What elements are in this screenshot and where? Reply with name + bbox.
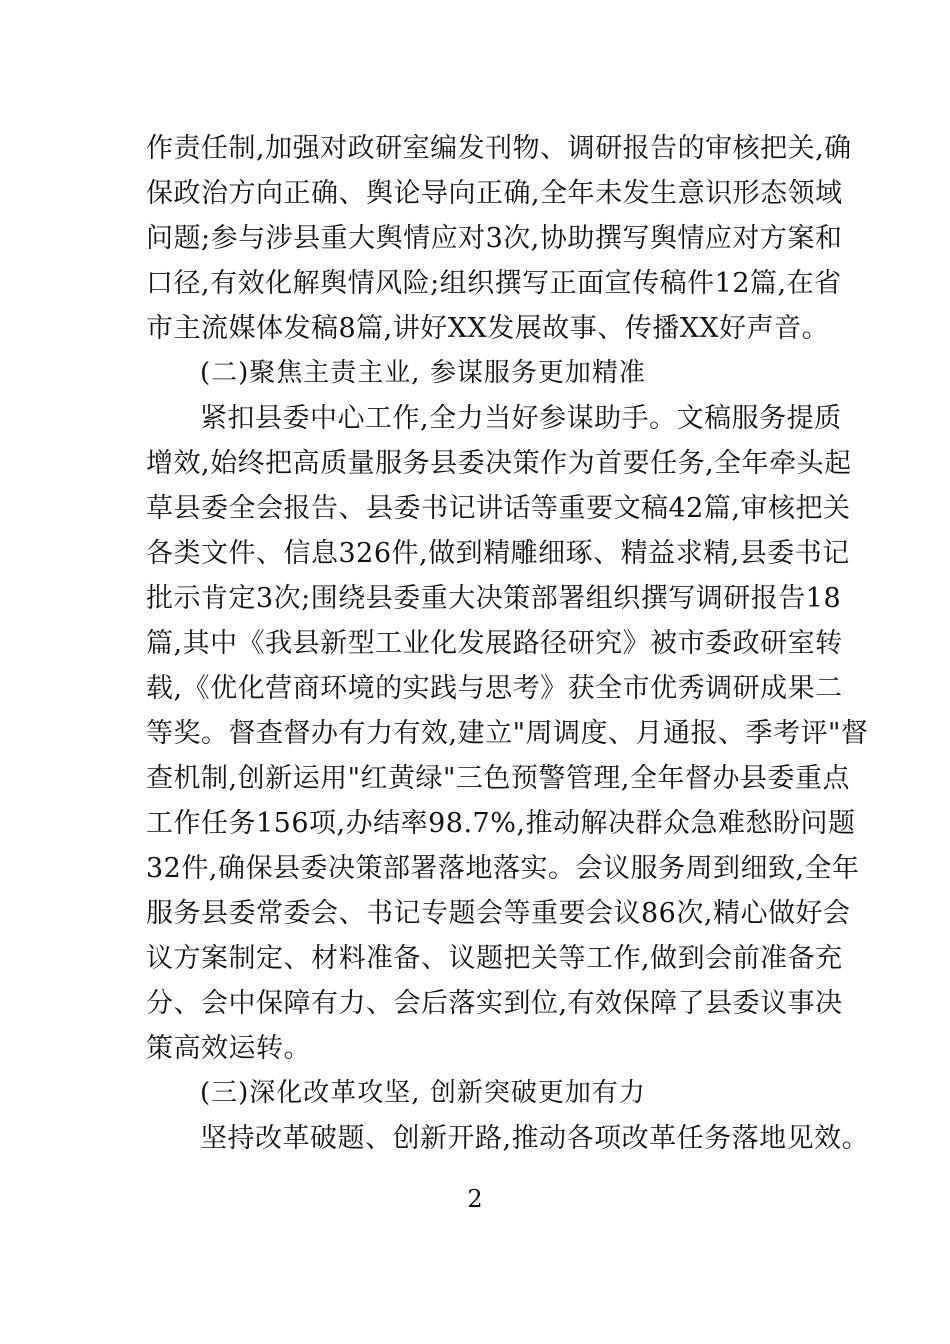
paragraph-line: 工作任务156项,办结率98.7%,推动解决群众急难愁盼问题 — [146, 808, 856, 839]
section-heading-3: (三)深化改革攻坚, 创新突破更加有力 — [200, 1078, 646, 1108]
paragraph-line: 议方案制定、材料准备、议题把关等工作,做到会前准备充 — [146, 943, 843, 974]
paragraph-line: 批示肯定3次;围绕县委重大决策部署组织撰写调研报告18 — [146, 583, 842, 614]
paragraph-line: 策高效运转。 — [146, 1033, 311, 1064]
paragraph-line: 服务县委常委会、书记专题会等重要会议86次,精心做好会 — [146, 898, 851, 929]
paragraph-line: 保政治方向正确、舆论导向正确,全年未发生意识形态领域 — [146, 178, 843, 209]
paragraph-line: 口径,有效化解舆情风险;组织撰写正面宣传稿件12篇,在省 — [146, 268, 842, 299]
paragraph-line: 载,《优化营商环境的实践与思考》获全市优秀调研成果二 — [146, 673, 843, 704]
paragraph-line: 草县委全会报告、县委书记讲话等重要文稿42篇,审核把关 — [146, 493, 851, 524]
paragraph-line: 分、会中保障有力、会后落实到位,有效保障了县委议事决 — [146, 988, 843, 1019]
document-body — [146, 126, 870, 1161]
page-number: 2 — [467, 1185, 483, 1213]
paragraph-line: 坚持改革破题、创新开路,推动各项改革任务落地见效。 — [200, 1123, 870, 1154]
paragraph-line: 查机制,创新运用"红黄绿"三色预警管理,全年督办县委重点 — [146, 763, 851, 794]
paragraph-line: 作责任制,加强对政研室编发刊物、调研报告的审核把关,确 — [146, 133, 852, 164]
paragraph-line: 市主流媒体发稿8篇,讲好XX发展故事、传播XX好声音。 — [146, 313, 830, 344]
paragraph-line: 32件,确保县委决策部署落地落实。会议服务周到细致,全年 — [146, 853, 860, 884]
paragraph-line: 增效,始终把高质量服务县委决策作为首要任务,全年牵头起 — [146, 448, 852, 479]
paragraph-line: 紧扣县委中心工作,全力当好参谋助手。文稿服务提质 — [200, 403, 842, 434]
paragraph-line: 各类文件、信息326件,做到精雕细琢、精益求精,县委书记 — [146, 538, 850, 569]
paragraph-line: 等奖。督查督办有力有效,建立"周调度、月通报、季考评"督 — [146, 718, 869, 749]
section-heading-2: (二)聚焦主责主业, 参谋服务更加精准 — [200, 358, 646, 388]
paragraph-line: 问题;参与涉县重大舆情应对3次,协助撰写舆情应对方案和 — [146, 223, 843, 254]
paragraph-line: 篇,其中《我县新型工业化发展路径研究》被市委政研室转 — [146, 628, 843, 659]
